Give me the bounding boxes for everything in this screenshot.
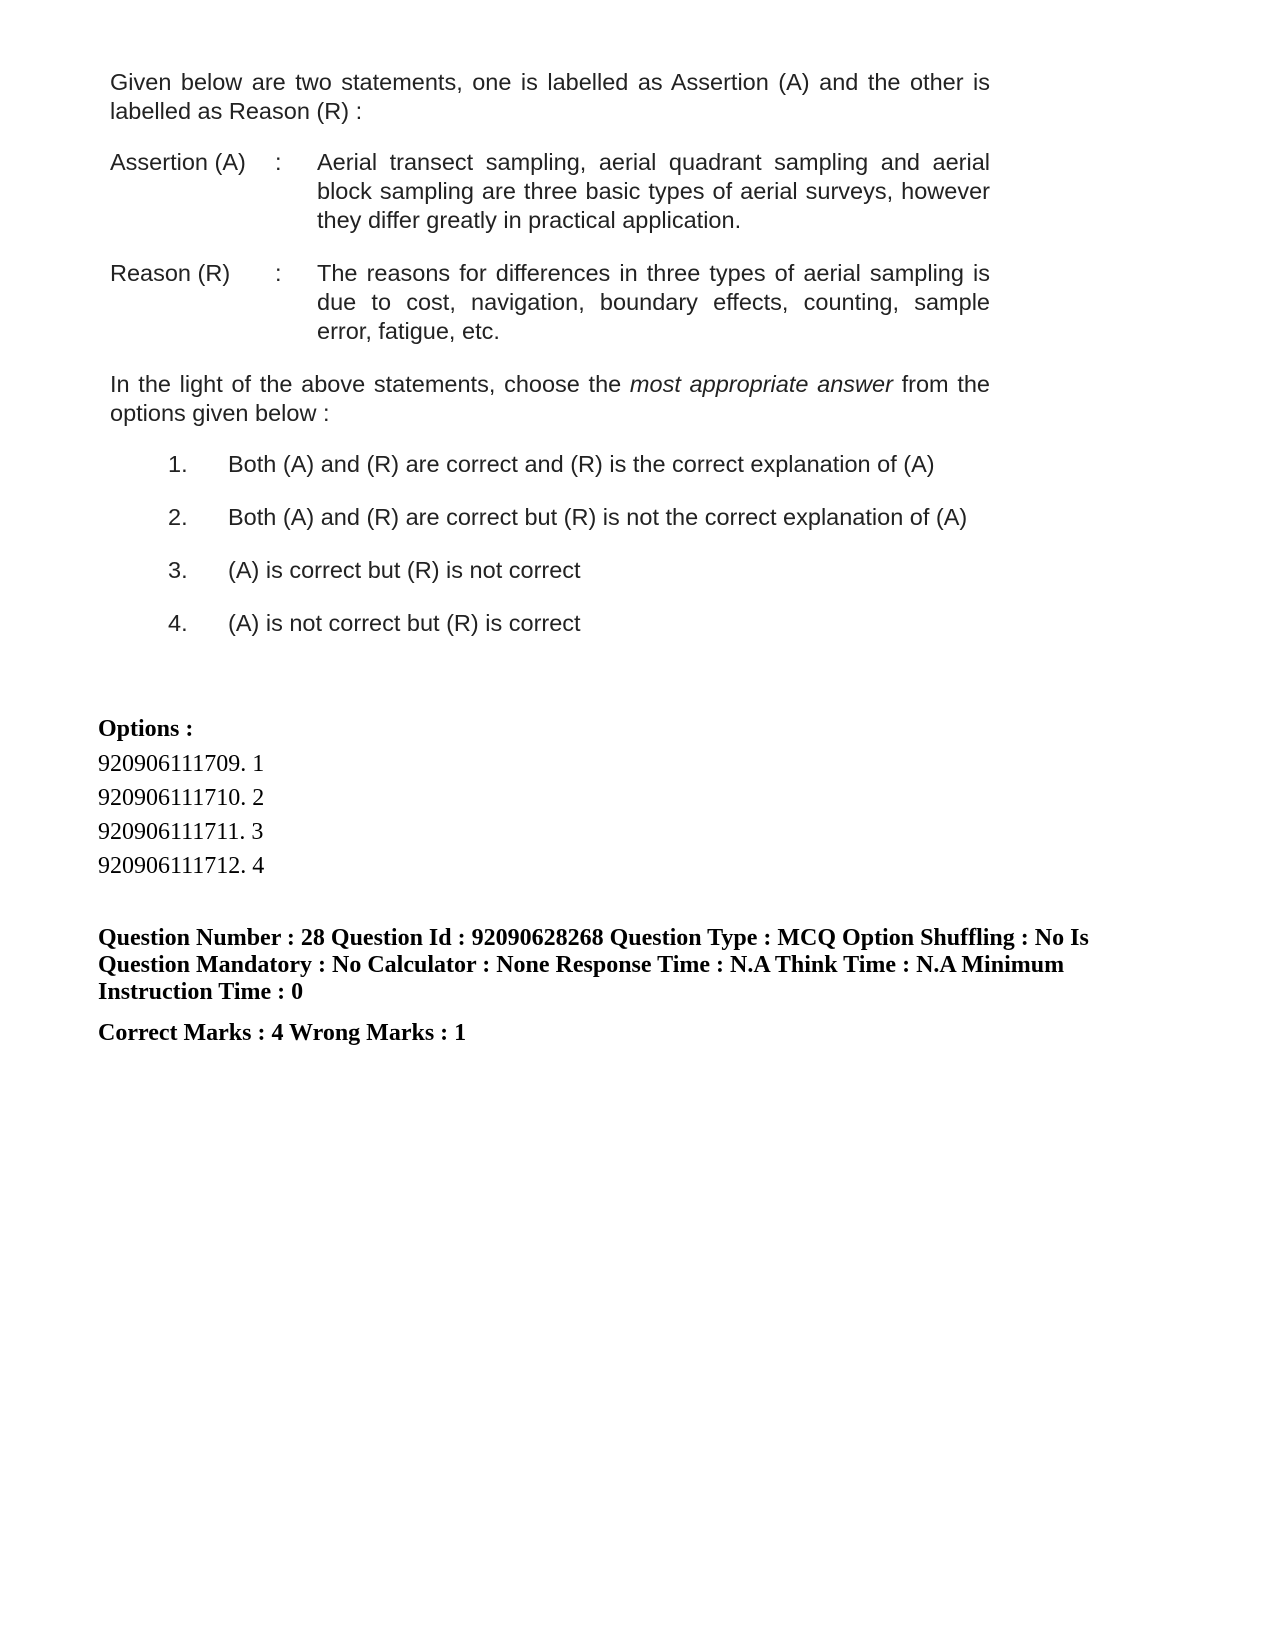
choice-text: Both (A) and (R) are correct but (R) is not the correct explanation of (A) bbox=[228, 504, 968, 530]
question-body bbox=[110, 68, 990, 662]
reason-text: The reasons for differences in three types of aerial sampling is due to cost, navigation, boundary effects, counting, sample error, fatigue, etc. bbox=[317, 260, 990, 344]
assertion-statement bbox=[110, 148, 990, 235]
choice-number: 3. bbox=[168, 557, 188, 583]
answer-choice-2 bbox=[110, 503, 990, 532]
options-title: Options : bbox=[98, 716, 194, 742]
assertion-label: Assertion (A) bbox=[110, 149, 246, 175]
question-prompt bbox=[110, 370, 990, 428]
prompt-before: In the light of the above statements, choose the bbox=[110, 371, 630, 397]
reason-label: Reason (R) bbox=[110, 260, 231, 286]
answer-choice-3 bbox=[110, 556, 990, 585]
answer-choices bbox=[110, 450, 990, 638]
assertion-text: Aerial transect sampling, aerial quadrant sampling and aerial block sampling are three basic types of aerial surveys, however they differ greatly in practical application. bbox=[317, 149, 990, 233]
reason-statement bbox=[110, 259, 990, 346]
reason-colon: : bbox=[275, 260, 282, 286]
choice-number: 1. bbox=[168, 451, 188, 477]
options-list bbox=[98, 713, 264, 883]
option-id-3: 920906111711. 3 bbox=[98, 819, 264, 845]
prompt-after: from the options given below : bbox=[110, 371, 990, 426]
next-question-meta: Question Number : 28 Question Id : 92090628268 Question Type : MCQ Option Shuffling : No Is Question Mandatory : No Calculator : None Response Time : N.A Think Time : N.A Minimum Instruction Time : 0 bbox=[98, 925, 1089, 1005]
option-id-4: 920906111712. 4 bbox=[98, 853, 265, 879]
choice-text: (A) is not correct but (R) is correct bbox=[228, 610, 581, 636]
choice-number: 4. bbox=[168, 610, 188, 636]
option-id-2: 920906111710. 2 bbox=[98, 785, 265, 811]
choice-text: Both (A) and (R) are correct and (R) is the correct explanation of (A) bbox=[228, 451, 935, 477]
assertion-colon: : bbox=[275, 149, 282, 175]
answer-choice-4 bbox=[110, 609, 990, 638]
next-question-marks: Correct Marks : 4 Wrong Marks : 1 bbox=[98, 1020, 467, 1046]
prompt-emphasis: most appropriate answer bbox=[629, 371, 893, 397]
question-intro: Given below are two statements, one is labelled as Assertion (A) and the other is labelled as Reason (R) : bbox=[110, 69, 990, 124]
choice-number: 2. bbox=[168, 504, 188, 530]
option-id-1: 920906111709. 1 bbox=[98, 751, 265, 777]
answer-choice-1 bbox=[110, 450, 990, 479]
choice-text: (A) is correct but (R) is not correct bbox=[228, 557, 581, 583]
